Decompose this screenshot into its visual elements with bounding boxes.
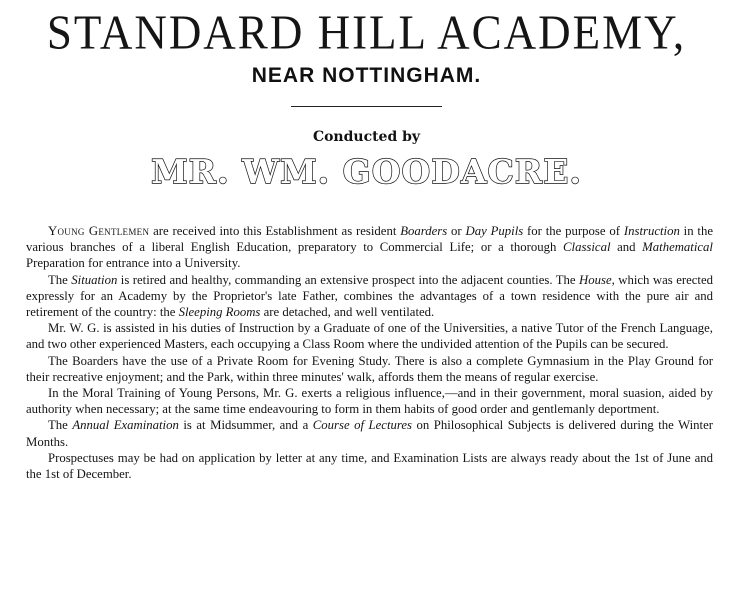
- italic-phrase: Situation: [71, 272, 118, 287]
- italic-phrase: Annual Examination: [72, 418, 179, 433]
- text-run: The Boarders have the use of a Private Room for Evening Study. There is also a complete Gymnasium in the Play Ground for their recreative enjoyment; and the Park, within three minutes' walk, affords them the means of regular exercise.: [26, 353, 713, 384]
- text-run: In the Moral Training of Young Persons, Mr. G. exerts a religious influence,—and in their government, moral suasion, aided by authority when necessary; at the same time endeavouring to form in them habits of good order and gentlemanly deportment.: [26, 386, 713, 417]
- italic-phrase: House,: [579, 272, 615, 287]
- paragraph: [26, 450, 713, 482]
- paragraph: [26, 353, 713, 385]
- text-run: or: [447, 224, 466, 238]
- academy-title: STANDARD HILL ACADEMY,: [46, 5, 687, 60]
- text-run: Prospectuses may be had on application by letter at any time, and Examination Lists are always ready about the 1st of June and the 1st of December.: [26, 450, 713, 482]
- paragraph: [26, 272, 713, 321]
- text-run: which was erected expressly for an Academy by the Proprietor's late Father, combines the advantages of a town residence with the pure air and retirement of the country: the: [26, 272, 713, 320]
- paragraph: [26, 223, 713, 272]
- principal-name-text: MR. WM. GOODACRE.: [151, 152, 582, 191]
- italic-phrase: Mathematical: [642, 240, 713, 255]
- conducted-by-label: Conducted by: [312, 129, 421, 145]
- italic-phrase: Day Pupils: [465, 224, 524, 238]
- text-run: Mr. W. G. is assisted in his duties of Instruction by a Graduate of one of the Universities, a native Tutor of the French Language, and two other experienced Masters, each occupying a Class Room where the undivided attention of the Pupils can be secured.: [26, 321, 713, 352]
- italic-phrase: Sleeping Rooms: [178, 305, 261, 320]
- text-run: on Philosophical Subjects is delivered during the Winter Months.: [26, 418, 713, 449]
- prospectus-body: [26, 223, 713, 482]
- paragraph: [26, 385, 713, 417]
- text-run: Preparation for entrance into a University.: [26, 256, 241, 271]
- italic-phrase: Classical: [563, 240, 611, 255]
- divider-rule: [291, 106, 442, 107]
- text-run: are received into this Establishment as resident: [149, 224, 401, 238]
- academy-location: NEAR NOTTINGHAM.: [251, 64, 482, 87]
- text-run: is at Midsummer, and a: [178, 418, 313, 433]
- paragraph: [26, 417, 713, 449]
- italic-phrase: Course of Lectures: [312, 418, 412, 433]
- paragraph: [26, 320, 713, 352]
- text-run: and: [610, 240, 643, 255]
- italic-phrase: Instruction: [623, 224, 680, 238]
- text-run: are detached, and well ventilated.: [260, 305, 435, 320]
- small-caps-phrase: Young Gentlemen: [48, 224, 150, 238]
- text-run: in the various branches of a liberal English Education, preparatory to Commercial Life; or a thorough: [26, 224, 714, 255]
- text-run: The: [48, 272, 72, 287]
- principal-name: [0, 149, 733, 195]
- italic-phrase: Boarders: [400, 224, 448, 238]
- text-run: for the purpose of: [523, 224, 624, 238]
- text-run: The: [48, 418, 73, 433]
- text-run: is retired and healthy, commanding an extensive prospect into the adjacent counties. The: [117, 272, 580, 287]
